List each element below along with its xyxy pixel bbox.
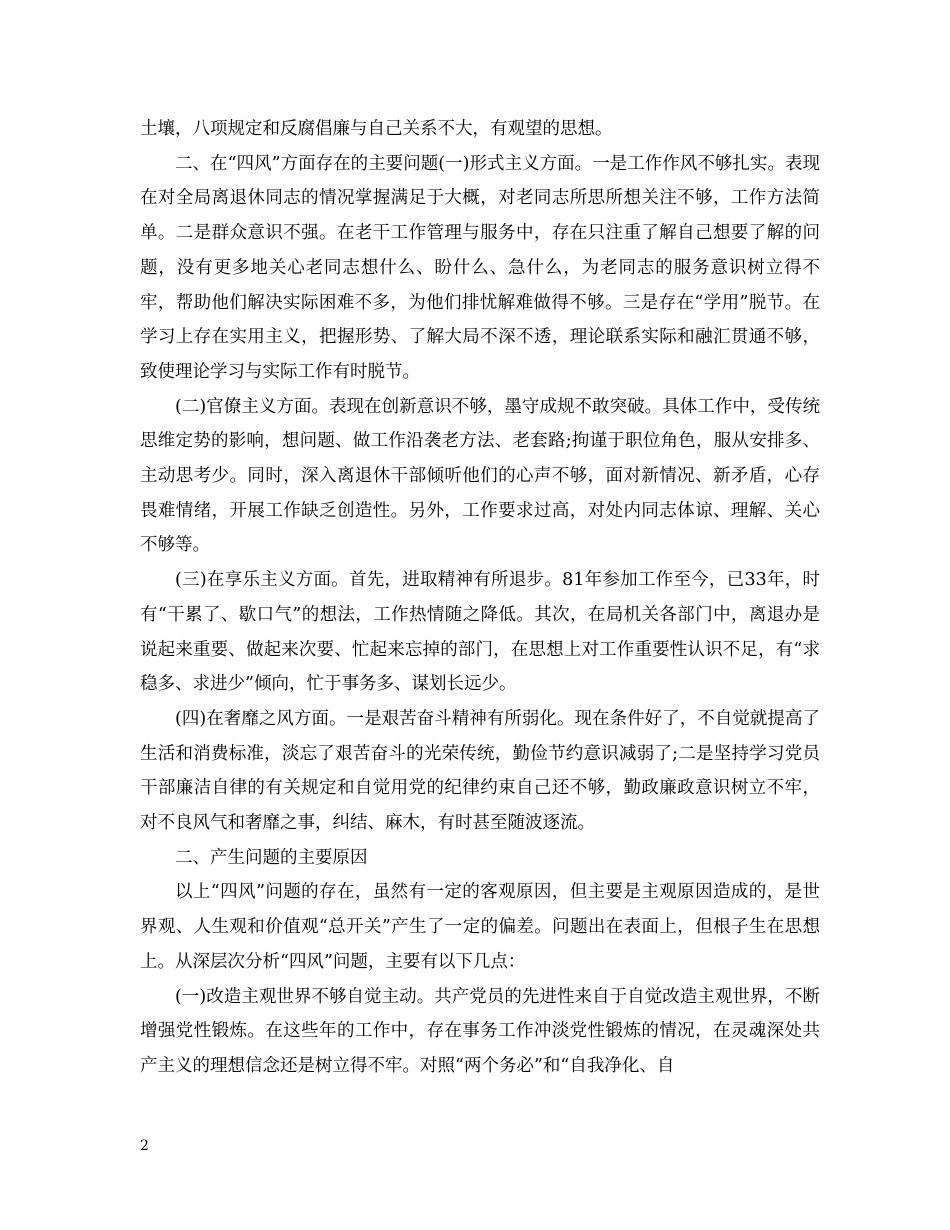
page-number: 2 xyxy=(140,1138,149,1154)
paragraph-hedonism-issues: (三)在享乐主义方面。首先，进取精神有所退步。81年参加工作至今，已33年，时有“干累了、歇口气”的想法，工作热情随之降低。其次，在局机关各部门中，离退办是说起来重要、做起来次要、忙起来忘掉的部门，在思想上对工作重要性认识不足，有“求稳多、求进少”倾向，忙于事务多、谋划长远少。 xyxy=(140,570,820,695)
paragraph-extravagance-issues: (四)在奢靡之风方面。一是艰苦奋斗精神有所弱化。现在条件好了，不自觉就提高了生活和消费标准，淡忘了艰苦奋斗的光荣传统，勤俭节约意识减弱了;二是坚持学习党员干部廉洁自律的有关规定和自觉用党的纪律约束自己还不够，勤政廉政意识树立不牢，对不良风气和奢靡之事，纠结、麻木，有时甚至随波逐流。 xyxy=(140,708,820,834)
paragraph-bureaucratism-issues: (二)官僚主义方面。表现在创新意识不够，墨守成规不敢突破。具体工作中，受传统思维定势的影响，想问题、做工作沿袭老方法、老套路;拘谨于职位角色，服从安排多、主动思考少。同时，深入离退休干部倾听他们的心声不够，面对新情况、新矛盾，心存畏难情绪，开展工作缺乏创造性。另外，工作要求过高，对处内同志体谅、理解、关心不够等。 xyxy=(140,396,820,556)
paragraph-formalism-issues: 二、在“四风”方面存在的主要问题(一)形式主义方面。一是工作作风不够扎实。表现在对全局离退休同志的情况掌握满足于大概，对老同志所思所想关注不够，工作方法简单。二是群众意识不强。在老干工作管理与服务中，存在只注重了解自己想要了解的问题，没有更多地关心老同志想什么、盼什么、急什么，为老同志的服务意识树立得不牢，帮助他们解决实际困难不多，为他们排忧解难做得不够。三是存在“学用”脱节。在学习上存在实用主义，把握形势、了解大局不深不透，理论联系实际和融汇贯通不够，致使理论学习与实际工作有时脱节。 xyxy=(140,153,820,382)
document-body xyxy=(140,112,820,1084)
paragraph-continuation: 土壤，八项规定和反腐倡廉与自己关系不大，有观望的思想。 xyxy=(140,119,613,139)
paragraph-cause-one: (一)改造主观世界不够自觉主动。共产党员的先进性来自于自觉改造主观世界，不断增强党性锻炼。在这些年的工作中，存在事务工作冲淡党性锻炼的情况，在灵魂深处共产主义的理想信念还是树立得不牢。对照“两个务必”和“自我净化、自 xyxy=(140,986,820,1076)
section-heading-causes: 二、产生问题的主要原因 xyxy=(175,847,368,868)
paragraph-causes-overview: 以上“四风”问题的存在，虽然有一定的客观原因，但主要是主观原因造成的，是世界观、人生观和价值观“总开关”产生了一定的偏差。问题出在表面上，但根子生在思想上。从深层次分析“四风”问题，主要有以下几点： xyxy=(140,882,820,972)
